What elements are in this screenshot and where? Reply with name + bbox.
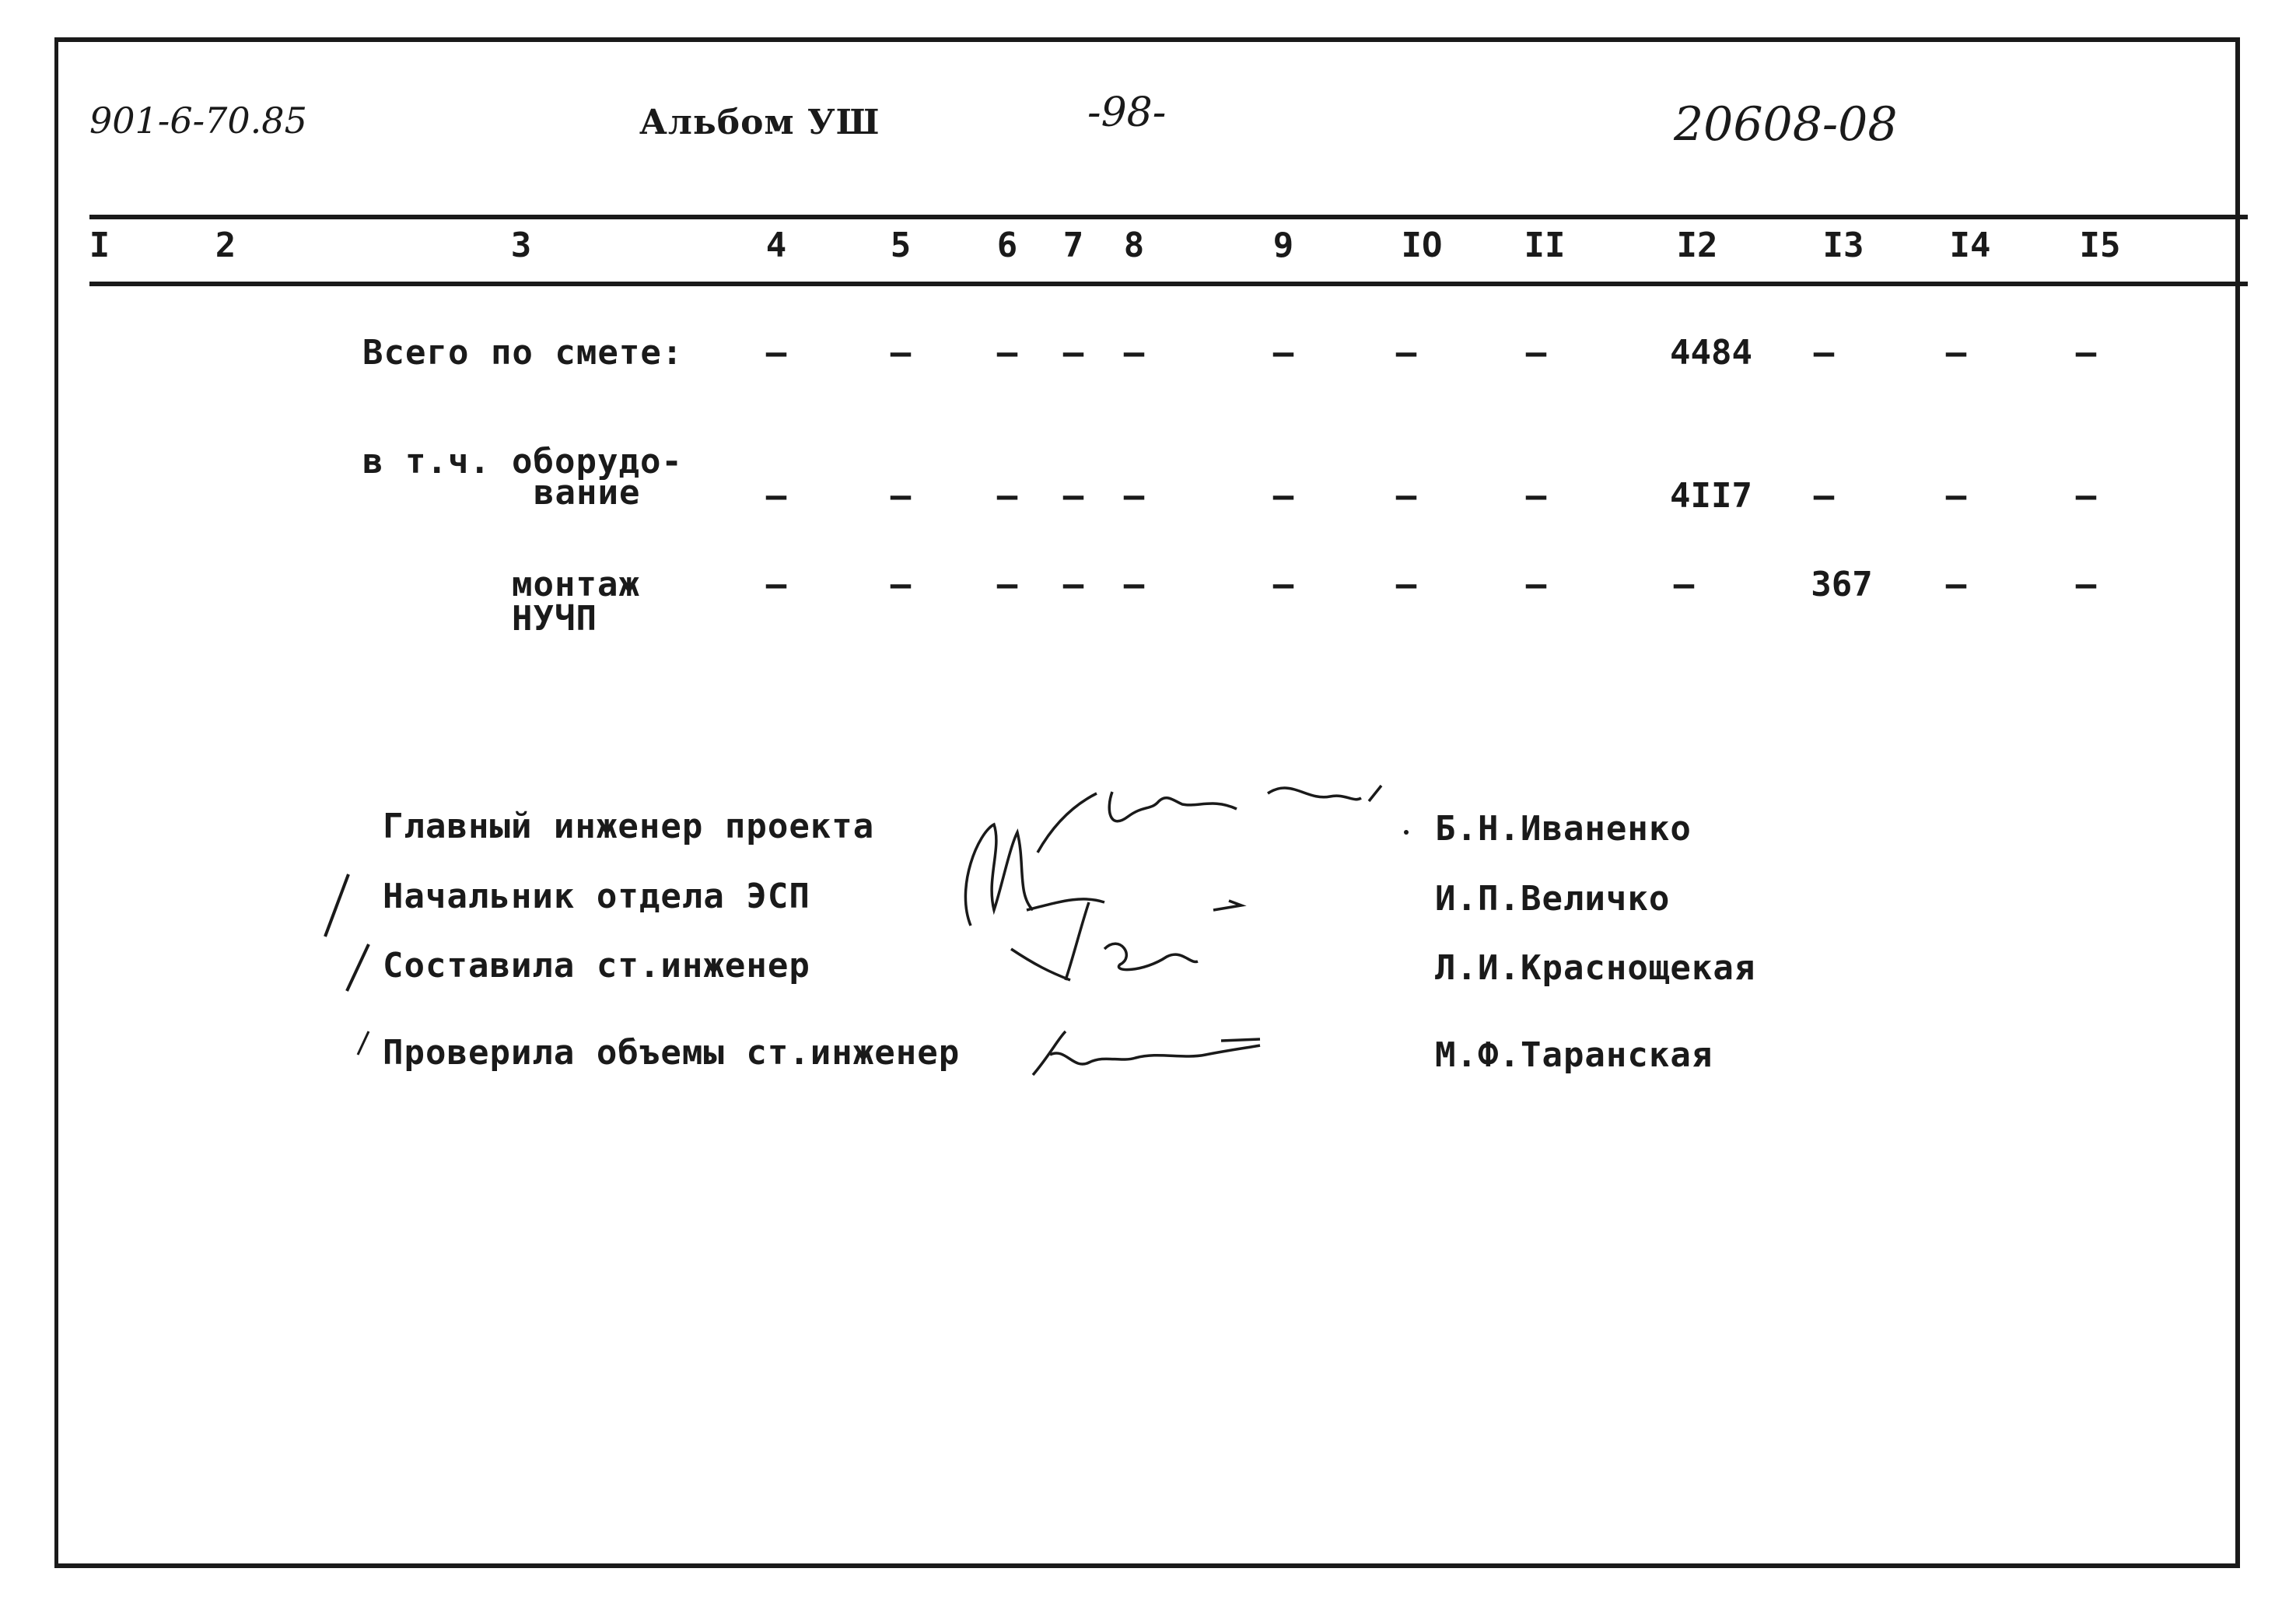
row-install-col12: – [1673,565,1695,604]
row-install-col8: – [1123,565,1145,604]
row-total-col12: 4484 [1670,333,1752,373]
col-header-5: 5 [890,226,912,265]
row-install-col14: – [1945,565,1967,604]
row-install-col11: – [1525,565,1547,604]
col-header-10: IO [1401,226,1443,265]
row-equipment-col8: – [1123,476,1145,516]
row-total-col14: – [1945,333,1967,373]
row-equipment-col14: – [1945,476,1967,516]
row-equipment-col7: – [1062,476,1084,516]
check-mark-2 [342,941,373,996]
check-mark-1 [320,871,352,941]
row-equipment-col10: – [1395,476,1417,516]
col-header-7: 7 [1062,226,1084,265]
signature-name-2: И.П.Величко [1435,879,1671,919]
row-equipment-col9: – [1272,476,1294,516]
row-total-col6: – [996,333,1018,373]
col-header-8: 8 [1123,226,1145,265]
col-header-9: 9 [1272,226,1294,265]
row-total-col5: – [890,333,912,373]
row-total-col15: – [2075,333,2097,373]
col-header-13: I3 [1822,226,1864,265]
album-label: Альбом УШ [639,103,880,142]
document-number: 20608-08 [1674,97,1898,152]
row-total-col9: – [1272,333,1294,373]
row-equipment-label-line2: вание [534,473,641,513]
signature-name-1: Б.Н.Иваненко [1435,809,1692,849]
signature-name-4: М.Ф.Таранская [1435,1035,1713,1075]
row-install-col13: 367 [1811,565,1873,604]
row-total-col4: – [765,333,787,373]
check-mark-3 [352,1028,375,1059]
row-total-col11: – [1525,333,1547,373]
signature-scribble-1 [1034,770,1439,856]
header-rule-bottom [89,282,2248,286]
row-equipment-col13: – [1813,476,1835,516]
row-equipment-prefix: в т.ч. [362,442,491,481]
row-equipment-col4: – [765,476,787,516]
col-header-15: I5 [2079,226,2121,265]
doc-code [89,100,307,142]
row-total-col13: – [1813,333,1835,373]
row-install-col4: – [765,565,787,604]
row-install-label-line2: НУЧП [512,599,597,639]
row-equipment-col11: – [1525,476,1547,516]
col-header-1: I [89,226,110,265]
row-install-col7: – [1062,565,1084,604]
row-equipment-col15: – [2075,476,2097,516]
col-header-12: I2 [1676,226,1718,265]
col-header-2: 2 [215,226,236,265]
signature-title-3: Составила ст.инженер [383,946,810,986]
signature-title-1: Главный инженер проекта [383,807,875,846]
row-install-col9: – [1272,565,1294,604]
doc-code-text: 901-6-70.85 [89,100,307,142]
row-install-label-line1: монтаж [512,565,640,604]
row-total-label: Всего по смете: [362,333,684,373]
row-install-col15: – [2075,565,2097,604]
row-install-col5: – [890,565,912,604]
col-header-4: 4 [765,226,787,265]
signature-scribble-3 [996,887,1260,996]
row-install-col6: – [996,565,1018,604]
signature-title-2: Начальник отдела ЭСП [383,877,810,916]
col-header-6: 6 [996,226,1018,265]
row-install-col10: – [1395,565,1417,604]
row-total-col7: – [1062,333,1084,373]
row-total-col8: – [1123,333,1145,373]
col-header-11: II [1524,226,1566,265]
signature-scribble-4 [1027,1024,1276,1086]
row-total-col10: – [1395,333,1417,373]
row-equipment-label-line1: оборудо- [512,442,683,481]
page-number: -98- [1087,89,1167,136]
header-rule-top [89,215,2248,219]
row-equipment-col5: – [890,476,912,516]
signature-name-3: Л.И.Краснощекая [1435,948,1756,988]
col-header-14: I4 [1949,226,1991,265]
col-header-3: 3 [510,226,532,265]
signature-title-4: Проверила объемы ст.инженер [383,1033,961,1073]
row-equipment-col6: – [996,476,1018,516]
row-equipment-col12: 4II7 [1670,476,1752,516]
